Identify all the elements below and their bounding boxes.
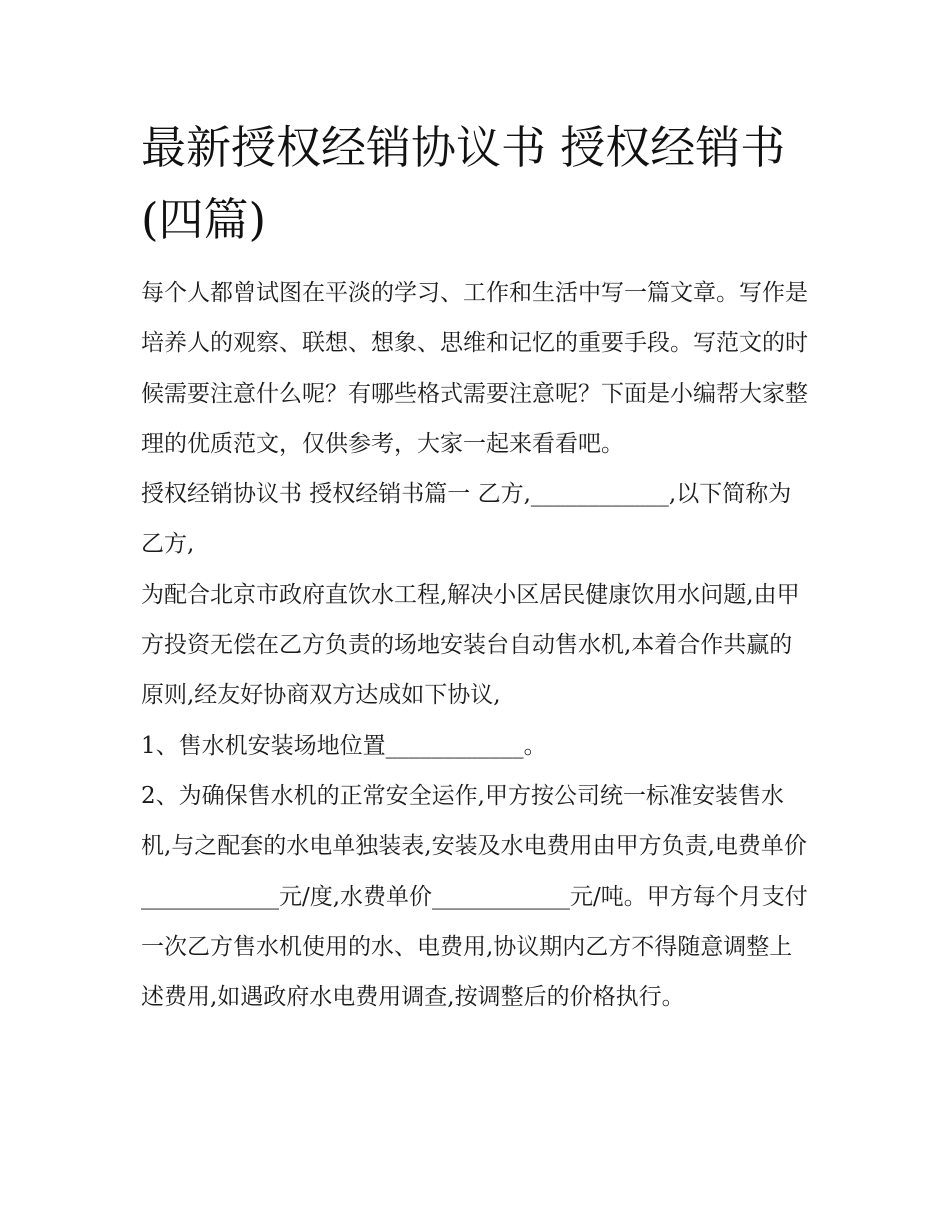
purpose-paragraph: 为配合北京市政府直饮水工程,解决小区居民健康饮用水问题,由甲方投资无偿在乙方负责的场地安装台自动售水机,本着合作共赢的原则,经友好协商双方达成如下协议, — [141, 581, 800, 709]
document-body — [141, 268, 813, 1022]
agreement-heading-paragraph: 授权经销协议书 授权经销书篇一 乙方,____________,以下简称为乙方, — [141, 481, 792, 558]
clause-1-paragraph: 1、售水机安装场地位置____________。 — [141, 732, 547, 759]
clause-2-paragraph: 2、为确保售水机的正常安全运作,甲方按公司统一标准安装售水机,与之配套的水电单独装表,安装及水电费用由甲方负责,电费单价____________元/度,水费单价____________元/吨。甲方每个月支付一次乙方售水机使用的水、电费用,协议期内乙方不得随意调整上述费用,如遇政府水电费用调查,按调整后的价格执行。 — [141, 782, 808, 1011]
intro-paragraph: 每个人都曾试图在平淡的学习、工作和生活中写一篇文章。写作是培养人的观察、联想、想象、思维和记忆的重要手段。写范文的时候需要注意什么呢？有哪些格式需要注意呢？下面是小编帮大家整理的优质范文，仅供参考，大家一起来看看吧。 — [141, 280, 808, 457]
document-page — [141, 112, 813, 1022]
document-title: 最新授权经销协议书 授权经销书(四篇) — [141, 121, 786, 246]
